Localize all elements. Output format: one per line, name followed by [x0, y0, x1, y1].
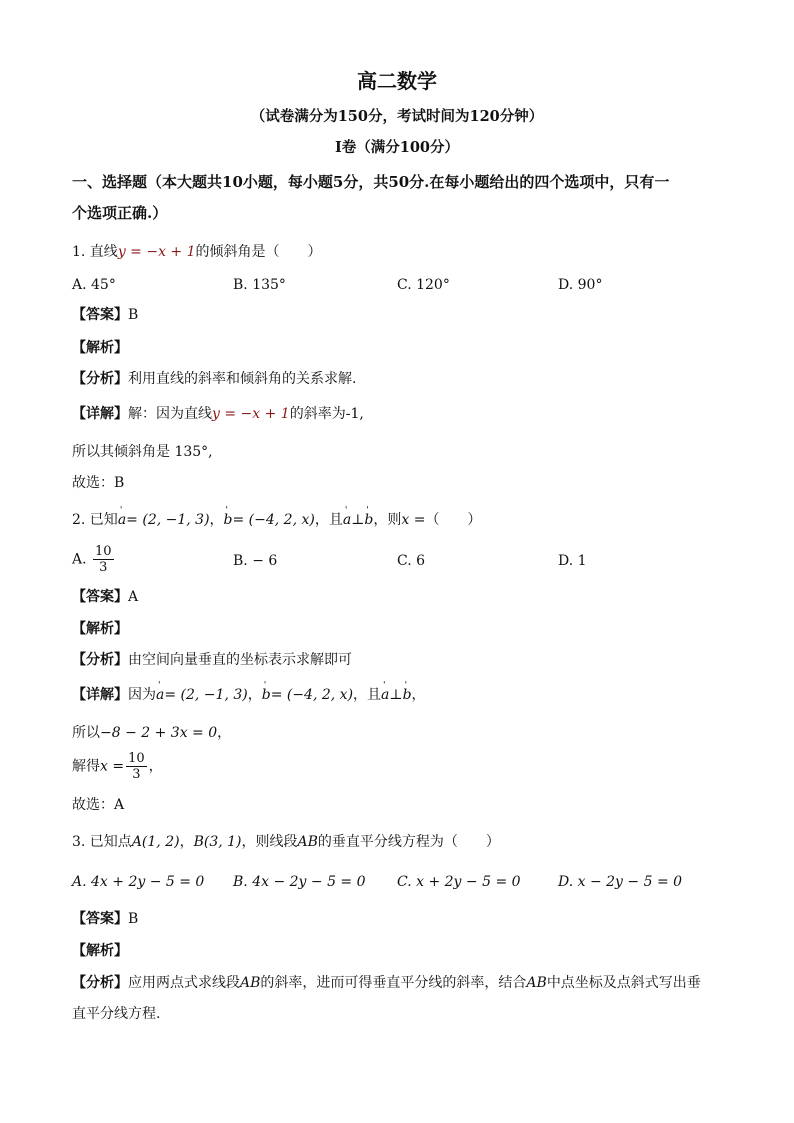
q2-solve-line: 解得x = $\frac{10}{3}$ ，: [72, 751, 163, 782]
q2-option-c: C. 6: [397, 553, 426, 569]
q1-option-c: C. 120°: [397, 277, 450, 293]
q2-and: ，且: [314, 512, 343, 528]
q1-detail-line2: 所以其倾斜角是 135°,: [72, 444, 213, 460]
vector-b-perp: ' b: [364, 511, 373, 529]
point-b: B(3, 1): [193, 834, 242, 850]
fraction-10-3-solution: $\frac{10}{3}$: [128, 751, 145, 782]
q2-analysis: 【分析】由空间向量垂直的坐标表示求解即可: [72, 652, 352, 668]
q2-option-d: D. 1: [558, 553, 587, 569]
q1-option-b: B. 135°: [233, 277, 286, 293]
perp-symbol: ⊥: [351, 512, 365, 528]
question-3: 3. 已知点A(1, 2)，B(3, 1)，则线段AB的垂直平分线方程为（ ）: [72, 834, 500, 850]
q1-analysis-title: 【解析】: [72, 340, 128, 356]
vector-a: ' a: [118, 511, 126, 529]
q1-stem-start: 1. 直线: [72, 244, 118, 260]
q2-option-a: A. $\frac{10}{3}$: [72, 544, 112, 575]
question-1: [72, 243, 322, 261]
q3-option-b: B. 4x − 2y − 5 = 0: [233, 874, 366, 890]
fraction-10-3: $\frac{10}{3}$: [95, 544, 112, 575]
q2-vector-a-value: = (2, −1, 3): [126, 512, 210, 528]
q1-analysis: [72, 370, 356, 388]
q1-analysis-text: 利用直线的斜率和倾斜角的关系求解.: [128, 371, 357, 387]
part-title: Ⅰ卷（满分100分）: [334, 139, 460, 156]
q3-analysis-line1: 【分析】应用两点式求线段AB的斜率，进而可得垂直平分线的斜率，结合AB中点坐标及点斜式写出垂: [72, 975, 701, 991]
q1-answer: [72, 306, 138, 324]
q3-analysis-line2: 直平分线方程.: [72, 1006, 161, 1022]
q2-answer-value: A: [128, 589, 139, 605]
q2-option-b: B. − 6: [233, 553, 278, 569]
q2-so-equation: −8 − 2 + 3x = 0: [100, 725, 218, 741]
q1-answer-value: B: [128, 307, 139, 323]
section-heading-line2: 个选项正确.）: [72, 204, 168, 222]
q1-choose-value: B: [114, 475, 125, 491]
q1-detail-pre: 解：因为直线: [128, 406, 212, 422]
answer-label: 【答案】: [72, 307, 128, 323]
q1-option-a: A. 45°: [72, 277, 116, 293]
q1-stem-end: 的倾斜角是（ ）: [195, 244, 322, 260]
vector-a-perp: ' a: [343, 511, 351, 529]
q2-analysis-title: 【解析】: [72, 621, 128, 637]
q3-answer: 【答案】B: [72, 911, 139, 927]
question-2: 2. 已知' a= (2, −1, 3)，' b= (−4, 2, x)，且' a⊥' b，则x =（ ）: [72, 511, 481, 529]
q2-stem-start: 2. 已知: [72, 512, 118, 528]
q2-vector-b-value: = (−4, 2, x): [232, 512, 315, 528]
section-heading-line1: 一、选择题（本大题共10小题，每小题5分，共50分.在每小题给出的四个选项中，只有一: [72, 173, 670, 191]
q2-x-eq: x =: [401, 512, 426, 528]
q2-stem-end: （ ）: [425, 512, 482, 528]
q2-analysis-text: 由空间向量垂直的坐标表示求解即可: [128, 652, 352, 668]
detail-label: 【详解】: [72, 406, 128, 422]
q3-answer-value: B: [128, 911, 139, 927]
q3-option-d: D. x − 2y − 5 = 0: [558, 874, 683, 890]
point-a: A(1, 2): [131, 834, 180, 850]
q3-analysis-title: 【解析】: [72, 943, 128, 959]
exam-info: （试卷满分为150分，考试时间为120分钟）: [250, 108, 544, 125]
q1-detail: [72, 405, 364, 423]
fenxi-label: 【分析】: [72, 371, 128, 387]
q1-choose: [72, 474, 124, 492]
q2-answer: 【答案】A: [72, 589, 139, 605]
q1-detail-equation: y = −x + 1: [212, 406, 290, 422]
q3-option-c: C. x + 2y − 5 = 0: [397, 874, 521, 890]
vector-b: ' b: [224, 511, 233, 529]
q2-detail: 【详解】因为' a= (2, −1, 3)，' b= (−4, 2, x)，且' a⊥' b，: [72, 686, 426, 704]
q1-detail-post: 的斜率为-1,: [289, 406, 364, 422]
q2-choose: 故选：A: [72, 797, 125, 813]
choose-label: 故选：: [72, 475, 114, 491]
q2-choose-value: A: [114, 797, 125, 813]
q1-option-d: D. 90°: [558, 277, 603, 293]
q3-option-a: A. 4x + 2y − 5 = 0: [72, 874, 205, 890]
q2-then: ，则: [373, 512, 402, 528]
page-title: 高二数学: [357, 69, 437, 93]
segment-ab: AB: [297, 834, 318, 850]
q1-equation: y = −x + 1: [117, 244, 196, 260]
q2-so-line: 所以−8 − 2 + 3x = 0，: [72, 725, 232, 741]
